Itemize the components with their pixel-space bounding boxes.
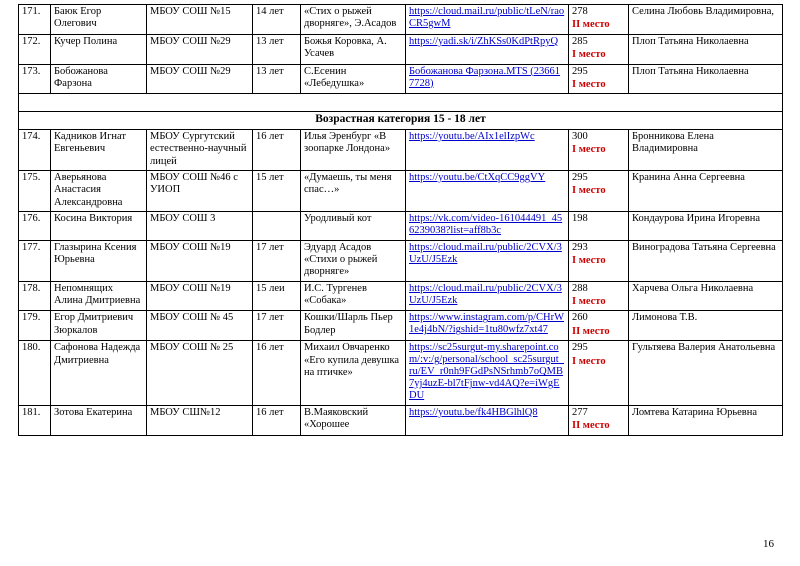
teacher: Виноградова Татьяна Сергеевна <box>629 240 783 281</box>
age: 16 лет <box>253 341 301 406</box>
table-row <box>19 170 783 211</box>
participant-name: Сафонова Надежда Дмитриевна <box>51 341 147 406</box>
school: МБОУ СОШ №15 <box>147 5 253 35</box>
age: 13 лет <box>253 64 301 94</box>
work-link-cell <box>406 34 569 64</box>
row-number: 172. <box>19 34 51 64</box>
page-number: 16 <box>763 538 774 550</box>
place-badge: I место <box>572 355 606 367</box>
participant-name: Зотова Екатерина <box>51 405 147 435</box>
teacher: Бронникова Елена Владимировна <box>629 129 783 170</box>
participant-name: Бобожанова Фарзона <box>51 64 147 94</box>
score-value: 300 <box>572 130 588 142</box>
score-cell <box>569 341 629 406</box>
row-number: 179. <box>19 311 51 341</box>
work-link[interactable]: https://youtu.be/fk4HBGlhlQ8 <box>409 406 538 418</box>
participants-table <box>18 4 783 436</box>
teacher: Лимонова Т.В. <box>629 311 783 341</box>
work-link[interactable]: https://vk.com/video-161044491_456239038?list=aff8b3c <box>409 213 563 237</box>
teacher: Кранина Анна Сергеевна <box>629 170 783 211</box>
teacher: Плоп Татьяна Николаевна <box>629 64 783 94</box>
category-heading: Возрастная категория 15 - 18 лет <box>19 112 783 130</box>
participant-name: Баюк Егор Олегович <box>51 5 147 35</box>
work-title: Кошки/Шарль Пьер Бодлер <box>301 311 406 341</box>
work-link-cell <box>406 240 569 281</box>
school: МБОУ СОШ №19 <box>147 281 253 311</box>
score-value: 277 <box>572 406 588 418</box>
row-number: 178. <box>19 281 51 311</box>
table-row <box>19 129 783 170</box>
score-value: 295 <box>572 65 588 77</box>
row-number: 173. <box>19 64 51 94</box>
row-number: 174. <box>19 129 51 170</box>
work-link-cell <box>406 170 569 211</box>
school: МБОУ Сургутский естественно-научный лицей <box>147 129 253 170</box>
work-link[interactable]: https://sc25surgut-my.sharepoint.com/:v:/g/personal/school_sc25surgut_ru/EV_r0nh9FGdPsNSrhmb7oQMB7yj4uzE-bl7tFjnw-vd4AQ?e=iWgEDU <box>409 342 564 402</box>
table-row <box>19 212 783 240</box>
work-link-cell <box>406 405 569 435</box>
place-badge: I место <box>572 144 606 156</box>
participant-name: Егор Дмитриевич Зюркалов <box>51 311 147 341</box>
row-number: 180. <box>19 341 51 406</box>
work-link[interactable]: https://yadi.sk/i/ZhKSs0KdPtRpyQ <box>409 35 559 47</box>
table-row <box>19 34 783 64</box>
work-link-cell <box>406 129 569 170</box>
work-link-cell <box>406 212 569 240</box>
table-row <box>19 341 783 406</box>
work-title: Михаил Овчаренко «Его купила девушка на птичке» <box>301 341 406 406</box>
school: МБОУ СОШ 3 <box>147 212 253 240</box>
participant-name: Кадников Игнат Евгеньевич <box>51 129 147 170</box>
score-cell <box>569 64 629 94</box>
school: МБОУ СОШ № 25 <box>147 341 253 406</box>
category-heading-row <box>19 112 783 130</box>
work-title: Илья Эренбург «В зоопарке Лондона» <box>301 129 406 170</box>
work-link-cell <box>406 341 569 406</box>
table-row <box>19 240 783 281</box>
teacher: Кондаурова Ирина Игоревна <box>629 212 783 240</box>
work-link[interactable]: https://www.instagram.com/p/CHrW1e4j4bN/?igshid=1tu80wfz7xt47 <box>409 312 565 336</box>
work-title: В.Маяковский «Хорошее <box>301 405 406 435</box>
score-value: 285 <box>572 35 588 47</box>
age: 17 лет <box>253 240 301 281</box>
participant-name: Кучер Полина <box>51 34 147 64</box>
work-title: С.Есенин «Лебедушка» <box>301 64 406 94</box>
score-cell <box>569 5 629 35</box>
score-value: 295 <box>572 171 588 183</box>
school: МБОУ СОШ №19 <box>147 240 253 281</box>
age: 15 лет <box>253 170 301 211</box>
school: МБОУ СШ№12 <box>147 405 253 435</box>
score-cell <box>569 240 629 281</box>
score-cell <box>569 129 629 170</box>
age: 17 лет <box>253 311 301 341</box>
work-link-cell <box>406 281 569 311</box>
teacher: Ломтева Катарина Юрьевна <box>629 405 783 435</box>
row-number: 177. <box>19 240 51 281</box>
work-link[interactable]: https://cloud.mail.ru/public/tLeN/raoCR5gwM <box>409 6 565 30</box>
row-number: 171. <box>19 5 51 35</box>
work-link[interactable]: https://youtu.be/CtXqCC9ggVY <box>409 171 546 183</box>
school: МБОУ СОШ № 45 <box>147 311 253 341</box>
spacer-cell <box>19 94 783 112</box>
teacher: Харчева Ольга Николаевна <box>629 281 783 311</box>
table-row <box>19 64 783 94</box>
work-title: Эдуард Асадов «Стихи о рыжей дворняге» <box>301 240 406 281</box>
score-value: 278 <box>572 6 588 17</box>
row-number: 176. <box>19 212 51 240</box>
teacher: Гультяева Валерия Анатольевна <box>629 341 783 406</box>
work-title: «Стих о рыжей дворняге», Э.Асадов <box>301 5 406 35</box>
table-row <box>19 281 783 311</box>
score-value: 260 <box>572 312 588 324</box>
work-link[interactable]: Бобожанова Фарзона.MTS (236617728) <box>409 65 561 89</box>
participant-name: Непомнящих Алина Дмитриевна <box>51 281 147 311</box>
row-number: 181. <box>19 405 51 435</box>
place-badge: I место <box>572 296 606 307</box>
score-cell <box>569 34 629 64</box>
work-title: Уродливый кот <box>301 212 406 240</box>
table-row <box>19 405 783 435</box>
work-link-cell <box>406 64 569 94</box>
work-link[interactable]: https://cloud.mail.ru/public/2CVX/3UzU/J5Ezk <box>409 282 562 306</box>
participant-name: Косина Виктория <box>51 212 147 240</box>
place-badge: I место <box>572 78 606 90</box>
spacer-row <box>19 94 783 112</box>
teacher: Плоп Татьяна Николаевна <box>629 34 783 64</box>
place-badge: II место <box>572 325 610 337</box>
age: 14 лет <box>253 5 301 35</box>
place-badge: II место <box>572 19 610 31</box>
place-badge: I место <box>572 254 606 266</box>
row-number: 175. <box>19 170 51 211</box>
age <box>253 212 301 240</box>
age: 16 лет <box>253 405 301 435</box>
participant-name: Аверьянова Анастасия Александровна <box>51 170 147 211</box>
table-row <box>19 311 783 341</box>
score-cell <box>569 405 629 435</box>
work-link[interactable]: https://cloud.mail.ru/public/2CVX/3UzU/J5Ezk <box>409 241 562 265</box>
place-badge: II место <box>572 420 610 432</box>
score-value: 293 <box>572 241 588 253</box>
work-title: Божья Коровка, А. Усачев <box>301 34 406 64</box>
table-row <box>19 5 783 35</box>
school: МБОУ СОШ №46 с УИОП <box>147 170 253 211</box>
age: 15 леи <box>253 281 301 311</box>
place-badge: I место <box>572 185 606 197</box>
work-link-cell <box>406 5 569 35</box>
score-value: 288 <box>572 282 588 294</box>
score-value: 295 <box>572 342 588 354</box>
participant-name: Глазырина Ксения Юрьевна <box>51 240 147 281</box>
score-cell <box>569 212 629 240</box>
work-title: И.С. Тургенев «Собака» <box>301 281 406 311</box>
score-value: 198 <box>572 213 588 225</box>
teacher: Селина Любовь Владимировна, <box>629 5 783 35</box>
age: 13 лет <box>253 34 301 64</box>
school: МБОУ СОШ №29 <box>147 64 253 94</box>
work-link-cell <box>406 311 569 341</box>
score-cell <box>569 311 629 341</box>
school: МБОУ СОШ №29 <box>147 34 253 64</box>
score-cell <box>569 281 629 311</box>
score-cell <box>569 170 629 211</box>
work-link[interactable]: https://youtu.be/AIx1elIzpWc <box>409 130 535 142</box>
age: 16 лет <box>253 129 301 170</box>
place-badge: I место <box>572 49 606 61</box>
work-title: «Думаешь, ты меня спас…» <box>301 170 406 211</box>
